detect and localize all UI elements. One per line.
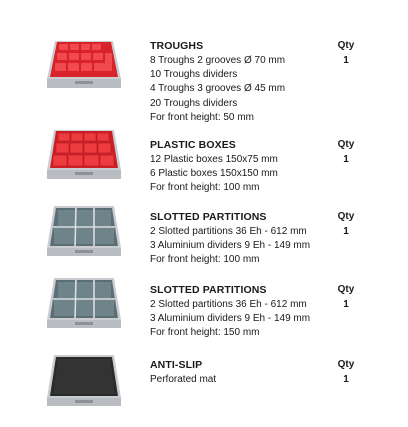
plastic-boxes-drawer-image	[47, 128, 121, 178]
desc-line: 12 Plastic boxes 150x75 mm	[150, 154, 278, 165]
desc-line: Perforated mat	[150, 374, 217, 385]
desc-line: For front height: 100 mm	[150, 182, 260, 194]
desc-line: 2 Slotted partitions 36 Eh - 612 mm	[150, 299, 307, 310]
desc-line: 20 Troughs dividers	[150, 97, 238, 109]
item-description	[150, 373, 216, 387]
slotted-partitions-drawer-image	[47, 205, 121, 255]
qty-value: 1	[343, 374, 349, 385]
desc-line: 2 Slotted partitions 36 Eh - 612 mm	[150, 226, 307, 237]
desc-line: 4 Troughs 3 grooves Ø 45 mm	[150, 83, 286, 95]
qty-value: 1	[343, 154, 349, 165]
item-title: SLOTTED PARTITIONS	[150, 211, 267, 223]
item-title: SLOTTED PARTITIONS	[150, 284, 267, 296]
item-description	[150, 54, 285, 125]
item-description	[150, 298, 310, 341]
desc-line: For front height: 100 mm	[150, 254, 260, 266]
qty-label: Qty	[337, 284, 355, 295]
item-title: ANTI-SLIP	[150, 359, 203, 371]
desc-line: 10 Troughs dividers	[150, 69, 238, 81]
item-title: PLASTIC BOXES	[150, 139, 236, 151]
slotted-partitions-drawer-image	[47, 277, 121, 327]
qty-value: 1	[343, 226, 349, 237]
item-description	[150, 225, 310, 268]
qty-value: 1	[343, 55, 349, 66]
desc-line: 6 Plastic boxes 150x150 mm	[150, 168, 278, 180]
desc-line: 3 Aluminium dividers 9 Eh - 149 mm	[150, 313, 311, 325]
troughs-drawer-image	[47, 39, 121, 89]
qty-value: 1	[343, 299, 349, 310]
qty-label: Qty	[337, 139, 355, 150]
desc-line: For front height: 150 mm	[150, 327, 260, 339]
desc-line: 3 Aluminium dividers 9 Eh - 149 mm	[150, 240, 311, 252]
qty-label: Qty	[337, 359, 355, 370]
desc-line: 8 Troughs 2 grooves Ø 70 mm	[150, 55, 286, 66]
item-title: TROUGHS	[150, 40, 204, 52]
anti-slip-mat-drawer-image	[47, 354, 121, 404]
item-description	[150, 153, 278, 196]
qty-label: Qty	[337, 40, 355, 51]
desc-line: For front height: 50 mm	[150, 111, 254, 123]
qty-label: Qty	[337, 211, 355, 222]
